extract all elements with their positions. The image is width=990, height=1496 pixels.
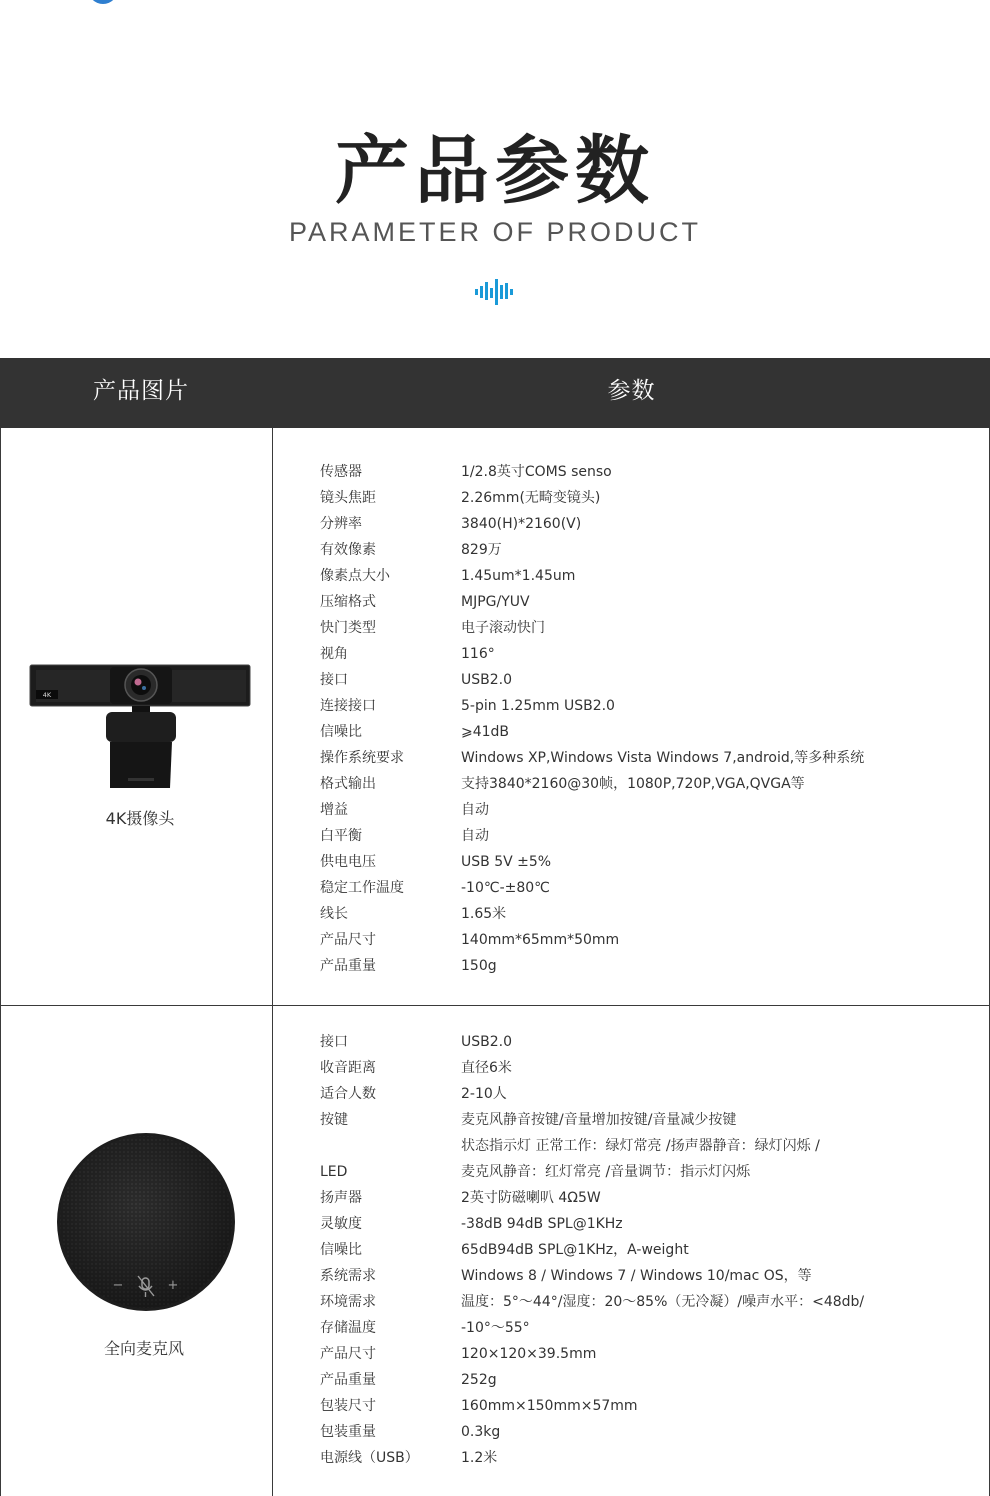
spec-label: 灵敏度 [320,1216,362,1232]
spec-label: 适合人数 [320,1086,376,1102]
spec-label: 信噪比 [320,1242,362,1258]
spec-label: 线长 [320,906,348,922]
spec-row [320,1133,864,1159]
spec-row [320,485,864,511]
spec-label: 接口 [320,1034,348,1050]
spec-label: 连接接口 [320,698,376,714]
spec-row [320,537,864,563]
spec-label: 信噪比 [320,724,362,740]
spec-value: 5-pin 1.25mm USB2.0 [461,698,615,714]
table-border-left [0,428,1,1496]
spec-value: 150g [461,958,497,974]
spec-value: 140mm*65mm*50mm [461,932,620,948]
spec-label: 视角 [320,646,348,662]
spec-row [320,563,864,589]
spec-value: 1.65米 [461,906,507,922]
spec-value: 65dB94dB SPL@1KHz，A-weight [461,1242,689,1258]
spec-value: Windows XP,Windows Vista Windows 7,android,等多种系统 [461,750,865,766]
spec-row [320,953,864,979]
spec-row [320,1263,864,1289]
spec-label: 收音距离 [320,1060,376,1076]
spec-row [320,875,864,901]
spec-row [320,1341,864,1367]
spec-value: 自动 [461,828,489,844]
spec-label: 产品重量 [320,958,376,974]
volume-down-button: − [112,1278,124,1293]
table-divider-horizontal [0,1005,990,1006]
spec-value: 3840(H)*2160(V) [461,516,582,532]
spec-row [320,693,864,719]
spec-value: 829万 [461,542,502,558]
spec-value: 电子滚动快门 [461,620,545,636]
spec-value: -38dB 94dB SPL@1KHz [461,1216,623,1232]
spec-label: 稳定工作温度 [320,880,404,896]
spec-value: 2英寸防磁喇叭 4Ω5W [461,1190,601,1206]
spec-value: MJPG/YUV [461,594,530,610]
table-header [0,358,990,428]
spec-label: 环境需求 [320,1294,376,1310]
spec-label: 有效像素 [320,542,376,558]
spec-label: 白平衡 [320,828,362,844]
spec-row [320,1185,864,1211]
spec-label: LED [320,1164,348,1180]
spec-row [320,901,864,927]
spec-row [320,1289,864,1315]
spec-value: 直径6米 [461,1060,512,1076]
spec-list-webcam [320,459,864,979]
spec-row [320,927,864,953]
spec-value: 支持3840*2160@30帧，1080P,720P,VGA,QVGA等 [461,776,805,792]
volume-up-button: + [167,1278,179,1293]
sound-wave-icon [474,279,516,305]
spec-label: 包装重量 [320,1424,376,1440]
spec-value: USB2.0 [461,1034,513,1050]
spec-value: 116° [461,646,495,662]
spec-row [320,459,864,485]
spec-label: 压缩格式 [320,594,376,610]
spec-label: 包装尺寸 [320,1398,376,1414]
spec-row [320,667,864,693]
spec-value: 160mm×150mm×57mm [461,1398,638,1414]
spec-row [320,641,864,667]
spec-row [320,745,864,771]
spec-row [320,1315,864,1341]
speakerphone-icon [54,1130,238,1314]
spec-label: 扬声器 [320,1190,362,1206]
spec-value: 自动 [461,802,489,818]
spec-value: 温度：5°～44°/湿度：20～85%（无冷凝）/噪声水平：<48db/ [461,1294,865,1310]
webcam-icon [28,660,252,792]
spec-label: 接口 [320,672,348,688]
spec-row [320,771,864,797]
spec-row [320,849,864,875]
spec-label: 电源线（USB） [320,1450,419,1466]
spec-value: 1/2.8英寸COMS senso [461,464,612,480]
spec-row [320,511,864,537]
spec-row [320,1107,864,1133]
spec-value: USB 5V ±5% [461,854,552,870]
spec-list-speakerphone [320,1029,864,1471]
spec-label: 像素点大小 [320,568,390,584]
spec-row [320,1367,864,1393]
spec-value: 120×120×39.5mm [461,1346,597,1362]
spec-row [320,1081,864,1107]
column-header-params: 参数 [607,378,656,404]
spec-value: 麦克风静音按键/音量增加按键/音量减少按键 [461,1112,737,1128]
spec-value: -10°～55° [461,1320,530,1336]
spec-row [320,1055,864,1081]
spec-row [320,1419,864,1445]
top-decor-dot [88,0,118,4]
spec-value: 252g [461,1372,497,1388]
page-title: 产品参数 [335,128,655,214]
spec-value: 0.3kg [461,1424,501,1440]
spec-label: 格式输出 [320,776,376,792]
spec-row [320,1393,864,1419]
spec-value: 状态指示灯 正常工作：绿灯常亮 /扬声器静音：绿灯闪烁 / [461,1138,820,1154]
spec-value: 1.45um*1.45um [461,568,576,584]
spec-label: 供电电压 [320,854,376,870]
page-subtitle: PARAMETER OF PRODUCT [288,217,701,247]
spec-row [320,589,864,615]
spec-label: 操作系统要求 [320,750,404,766]
spec-row [320,1211,864,1237]
product-name-webcam: 4K摄像头 [105,809,175,828]
spec-value: USB2.0 [461,672,513,688]
spec-label: 按键 [320,1112,348,1128]
spec-row [320,797,864,823]
product-name-speakerphone: 全向麦克风 [103,1339,184,1358]
spec-label: 传感器 [320,464,362,480]
spec-label: 产品尺寸 [320,932,376,948]
spec-label: 快门类型 [320,620,376,636]
spec-row [320,615,864,641]
spec-label: 增益 [320,802,348,818]
spec-row [320,1029,864,1055]
spec-label: 产品尺寸 [320,1346,376,1362]
spec-row [320,823,864,849]
spec-row [320,719,864,745]
spec-row [320,1159,864,1185]
spec-label: 系统需求 [320,1268,376,1284]
spec-value: 麦克风静音：红灯常亮 /音量调节：指示灯闪烁 [461,1164,751,1180]
column-header-image: 产品图片 [93,378,189,404]
spec-value: 2-10人 [461,1086,507,1102]
spec-label: 产品重量 [320,1372,376,1388]
spec-row [320,1445,864,1471]
spec-label: 镜头焦距 [320,490,376,506]
spec-value: 2.26mm(无畸变镜头) [461,490,601,506]
spec-value: ⩾41dB [461,724,510,740]
spec-label: 分辨率 [320,516,362,532]
spec-label: 存储温度 [320,1320,376,1336]
spec-value: 1.2米 [461,1450,498,1466]
webcam-badge: 4K [42,691,52,699]
spec-value: -10℃-±80℃ [461,880,550,896]
spec-value: Windows 8 / Windows 7 / Windows 10/mac OS，等 [461,1268,812,1284]
spec-row [320,1237,864,1263]
